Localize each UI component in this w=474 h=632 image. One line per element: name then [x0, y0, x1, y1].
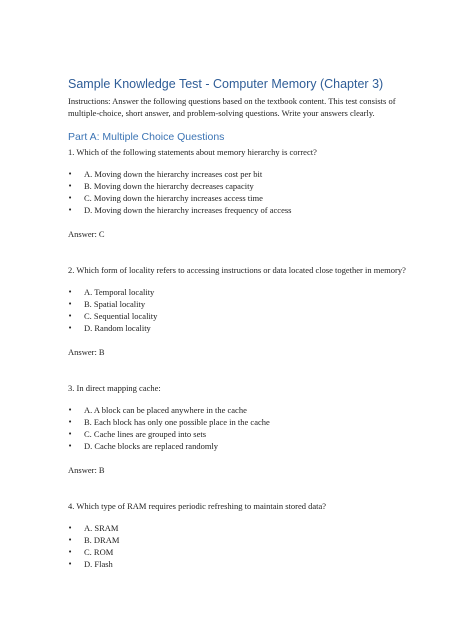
bullet-icon: •: [68, 300, 73, 308]
bullet-icon: •: [68, 524, 73, 532]
question-text: 2. Which form of locality refers to accessing instructions or data located close together in memory?: [68, 265, 406, 275]
option-item: [68, 416, 408, 428]
option-item: [68, 310, 408, 322]
question-text: 4. Which type of RAM requires periodic refreshing to maintain stored data?: [68, 501, 327, 511]
option-item: [68, 180, 408, 192]
options-list: [68, 168, 408, 216]
section-heading-part-a: Part A: Multiple Choice Questions: [68, 131, 225, 143]
bullet-icon: •: [68, 430, 73, 438]
option-label: D. Moving down the hierarchy increases frequency of access: [84, 205, 292, 215]
bullet-icon: •: [68, 324, 73, 332]
option-item: [68, 534, 408, 546]
question-1: [68, 146, 408, 240]
option-label: A. A block can be placed anywhere in the cache: [84, 405, 247, 415]
question-2: [68, 264, 408, 358]
options-list: [68, 404, 408, 452]
option-label: B. Each block has only one possible place in the cache: [84, 417, 270, 427]
bullet-icon: •: [68, 288, 73, 296]
question-4: [68, 500, 408, 570]
answer-text: Answer: C: [68, 229, 105, 239]
option-label: A. Moving down the hierarchy increases cost per bit: [84, 169, 263, 179]
option-item: [68, 558, 408, 570]
bullet-icon: •: [68, 194, 73, 202]
option-item: [68, 286, 408, 298]
answer-text: Answer: B: [68, 347, 105, 357]
option-item: [68, 192, 408, 204]
option-label: D. Cache blocks are replaced randomly: [84, 441, 219, 451]
bullet-icon: •: [68, 418, 73, 426]
options-list: [68, 522, 408, 570]
bullet-icon: •: [68, 312, 73, 320]
instructions-text: Instructions: Answer the following questions based on the textbook content. This test consists of multiple-choice, short answer, and problem-solving questions. Write your answers clearly.: [68, 96, 396, 118]
option-label: B. Moving down the hierarchy decreases capacity: [84, 181, 254, 191]
option-item: [68, 546, 408, 558]
option-label: A. Temporal locality: [84, 287, 155, 297]
option-label: B. Spatial locality: [84, 299, 146, 309]
option-item: [68, 204, 408, 216]
bullet-icon: •: [68, 206, 73, 214]
option-item: [68, 322, 408, 334]
bullet-icon: •: [68, 170, 73, 178]
option-label: D. Flash: [84, 559, 113, 569]
bullet-icon: •: [68, 442, 73, 450]
bullet-icon: •: [68, 182, 73, 190]
option-item: [68, 298, 408, 310]
option-item: [68, 428, 408, 440]
options-list: [68, 286, 408, 334]
answer-text: Answer: B: [68, 465, 105, 475]
option-item: [68, 522, 408, 534]
option-item: [68, 404, 408, 416]
option-label: C. Cache lines are grouped into sets: [84, 429, 207, 439]
option-label: C. Moving down the hierarchy increases access time: [84, 193, 263, 203]
question-text: 1. Which of the following statements about memory hierarchy is correct?: [68, 147, 317, 157]
bullet-icon: •: [68, 536, 73, 544]
document-body: [68, 76, 408, 570]
option-label: A. SRAM: [84, 523, 119, 533]
option-label: D. Random locality: [84, 323, 151, 333]
document-title: Sample Knowledge Test - Computer Memory (Chapter 3): [68, 77, 384, 91]
option-item: [68, 440, 408, 452]
option-label: C. ROM: [84, 547, 114, 557]
bullet-icon: •: [68, 560, 73, 568]
question-text: 3. In direct mapping cache:: [68, 383, 161, 393]
question-3: [68, 382, 408, 476]
bullet-icon: •: [68, 406, 73, 414]
option-label: C. Sequential locality: [84, 311, 158, 321]
option-label: B. DRAM: [84, 535, 120, 545]
bullet-icon: •: [68, 548, 73, 556]
option-item: [68, 168, 408, 180]
